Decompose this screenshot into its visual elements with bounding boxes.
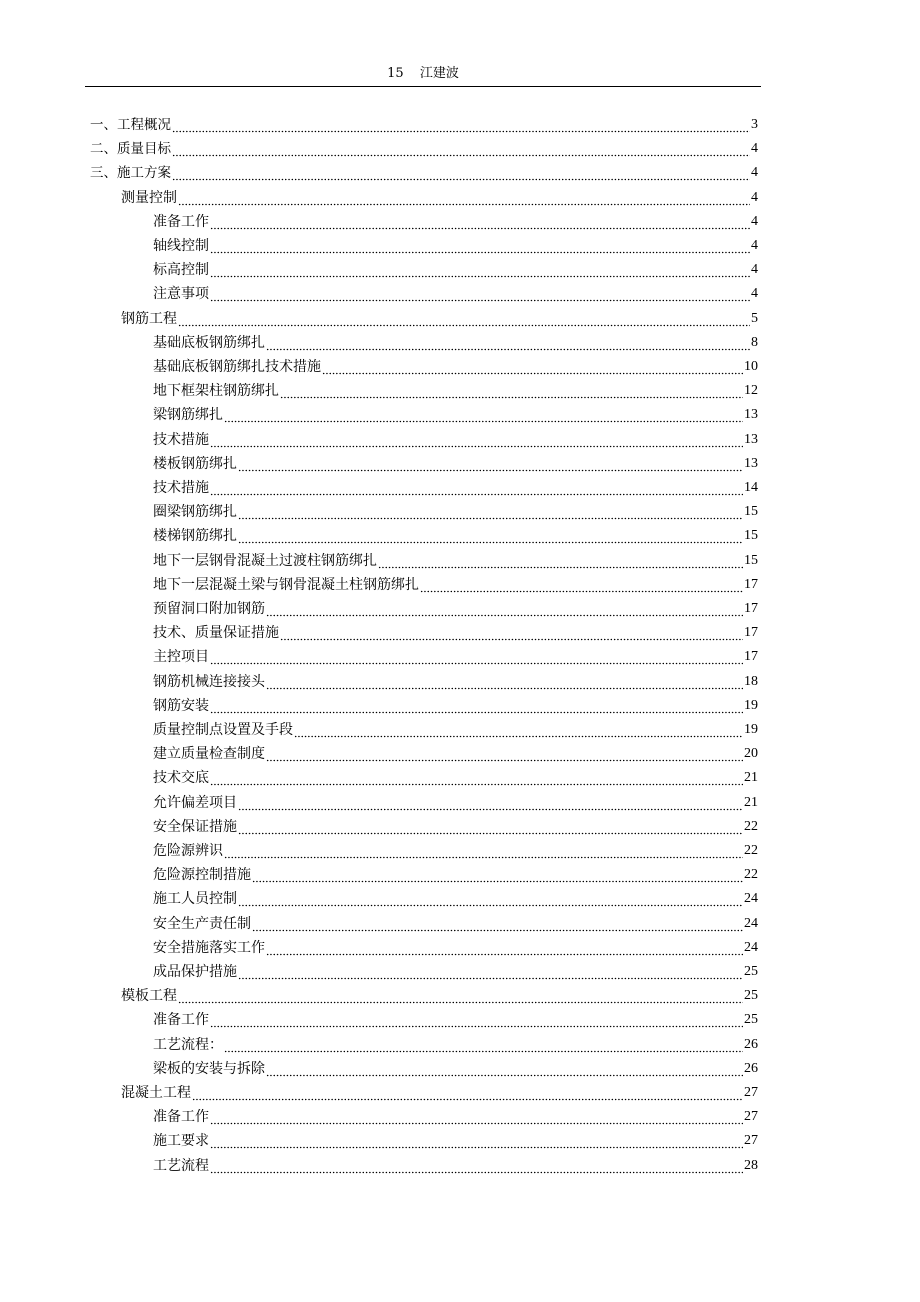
toc-entry-page-number: 24 [744,939,758,955]
toc-dot-leader [266,744,743,764]
toc-entry-title: 地下一层混凝土梁与钢骨混凝土柱钢筋绑扎 [153,576,419,593]
toc-entry-title: 危险源辨识 [153,843,223,859]
toc-entry[interactable] [153,1033,758,1055]
toc-dot-leader [238,962,743,982]
toc-dot-leader [266,1059,743,1079]
toc-dot-leader [210,430,743,450]
toc-entry[interactable] [153,912,758,934]
toc-entry-title: 楼梯钢筋绑扎 [153,528,237,545]
toc-dot-leader [172,115,750,135]
toc-entry[interactable] [153,766,758,788]
toc-entry-page-number: 15 [744,504,758,520]
toc-entry[interactable] [153,210,758,232]
toc-entry-title: 梁钢筋绑扎 [153,407,223,424]
toc-entry-page-number: 4 [751,286,758,302]
toc-dot-leader [238,817,743,837]
toc-entry-title: 基础底板钢筋绑扎 [153,334,265,351]
toc-entry-page-number: 10 [744,359,758,374]
toc-entry[interactable] [121,1081,758,1103]
toc-entry-title: 安全保证措施 [153,818,237,835]
toc-entry-page-number: 19 [744,722,758,737]
toc-entry-title: 梁板的安装与拆除 [153,1060,265,1077]
toc-entry-title: 允许偏差项目 [153,794,237,811]
toc-entry-title: 轴线控制 [153,238,209,254]
toc-entry-title: 钢筋机械连接接头 [153,673,265,690]
toc-dot-leader [224,1035,743,1055]
toc-entry[interactable] [90,113,758,135]
toc-entry-page-number: 15 [744,528,758,544]
toc-entry-page-number: 17 [744,649,758,665]
toc-dot-leader [210,212,750,232]
toc-entry[interactable] [153,258,758,280]
toc-entry-title: 工艺流程 [153,1157,209,1174]
toc-entry[interactable] [153,887,758,909]
toc-entry-title: 地下框架柱钢筋绑扎 [153,383,279,400]
toc-dot-leader [210,1107,743,1127]
toc-entry-title: 安全生产责任制 [153,915,251,932]
toc-entry-page-number: 4 [751,262,758,278]
toc-entry[interactable] [153,694,758,716]
toc-dot-leader [178,986,743,1006]
toc-entry-title: 施工人员控制 [153,891,237,908]
toc-entry[interactable] [153,282,758,304]
toc-dot-leader [238,502,743,522]
toc-entry-page-number: 8 [751,334,758,350]
page-header [85,66,761,82]
toc-dot-leader [238,793,743,813]
toc-entry-title: 施工要求 [153,1133,209,1150]
toc-entry-page-number: 22 [744,843,758,858]
toc-entry-title: 技术措施 [153,431,209,448]
toc-dot-leader [266,938,743,958]
toc-entry-page-number: 17 [744,601,758,616]
toc-entry-page-number: 4 [751,165,758,181]
header-page-number: 15 [387,66,404,81]
toc-entry-title: 建立质量检查制度 [153,746,265,763]
toc-entry-title: 预留洞口附加钢筋 [153,601,265,617]
toc-entry[interactable] [153,331,758,353]
toc-entry-title: 二、质量目标 [90,141,171,158]
toc-dot-leader [238,454,743,474]
toc-entry[interactable] [153,839,758,861]
toc-entry[interactable] [153,597,758,619]
toc-entry-title: 圈梁钢筋绑扎 [153,504,237,521]
toc-entry-page-number: 28 [744,1157,758,1173]
toc-dot-leader [252,865,743,885]
toc-entry-title: 地下一层钢骨混凝土过渡柱钢筋绑扎 [153,552,377,569]
toc-entry-page-number: 4 [751,238,758,253]
toc-entry-page-number: 24 [744,915,758,931]
toc-entry-page-number: 21 [744,770,758,786]
toc-dot-leader [280,381,743,401]
toc-entry[interactable] [153,670,758,692]
toc-entry[interactable] [153,355,758,377]
toc-entry[interactable] [153,936,758,958]
toc-entry[interactable] [153,1105,758,1127]
toc-entry-page-number: 24 [744,891,758,907]
toc-entry[interactable] [153,573,758,595]
toc-entry[interactable] [153,234,758,256]
toc-entry-page-number: 26 [744,1036,758,1052]
toc-entry[interactable] [153,645,758,667]
toc-dot-leader [210,1156,743,1176]
toc-dot-leader [238,889,743,909]
toc-dot-leader [280,623,743,643]
toc-dot-leader [266,333,750,353]
toc-entry-page-number: 22 [744,818,758,834]
toc-dot-leader [210,236,750,256]
toc-entry-title: 技术、质量保证措施 [153,625,279,642]
toc-entry-title: 危险源控制措施 [153,867,251,884]
toc-entry-page-number: 13 [744,431,758,447]
toc-dot-leader [210,284,750,304]
toc-entry-title: 工艺流程： [153,1036,223,1053]
toc-dot-leader [238,526,743,546]
toc-entry-page-number: 17 [744,576,758,592]
toc-entry[interactable] [121,984,758,1006]
toc-entry-title: 技术交底 [153,770,209,787]
toc-entry-page-number: 14 [744,480,758,495]
toc-entry[interactable] [153,621,758,643]
toc-entry[interactable] [153,718,758,740]
toc-dot-leader [210,647,743,667]
toc-dot-leader [210,478,743,498]
toc-entry-page-number: 26 [744,1060,758,1076]
toc-entry-page-number: 5 [751,310,758,326]
header-divider [85,86,761,87]
toc-dot-leader [378,551,743,571]
toc-entry-title: 准备工作 [153,213,209,230]
toc-entry-page-number: 13 [744,407,758,423]
toc-entry[interactable] [121,186,758,208]
toc-entry[interactable] [153,379,758,401]
toc-entry-title: 标高控制 [153,262,209,279]
toc-entry[interactable] [153,791,758,813]
toc-dot-leader [210,768,743,788]
toc-entry[interactable] [90,161,758,183]
toc-entry-page-number: 12 [744,383,758,399]
toc-entry[interactable] [153,428,758,450]
toc-entry[interactable] [153,742,758,764]
toc-entry-title: 注意事项 [153,286,209,303]
toc-dot-leader [420,575,743,595]
toc-entry[interactable] [153,452,758,474]
toc-dot-leader [294,720,743,740]
toc-entry[interactable] [121,307,758,329]
toc-dot-leader [178,188,750,208]
toc-entry-title: 准备工作 [153,1012,209,1029]
toc-entry[interactable] [153,1057,758,1079]
toc-entry[interactable] [153,960,758,982]
toc-dot-leader [210,1131,743,1151]
toc-entry-title: 主控项目 [153,649,209,666]
toc-dot-leader [322,357,743,377]
toc-entry-page-number: 4 [751,189,758,205]
toc-entry-page-number: 18 [744,673,758,689]
toc-dot-leader [172,139,750,159]
toc-dot-leader [266,599,743,619]
toc-entry-page-number: 21 [744,794,758,810]
toc-entry-title: 混凝土工程 [121,1085,191,1101]
toc-entry[interactable] [153,500,758,522]
toc-entry-page-number: 4 [751,213,758,229]
toc-entry-page-number: 25 [744,1012,758,1028]
toc-entry-page-number: 27 [744,1109,758,1125]
toc-dot-leader [266,672,743,692]
toc-entry[interactable] [153,815,758,837]
toc-entry-page-number: 25 [744,964,758,979]
toc-entry-title: 技术措施 [153,480,209,496]
toc-entry-title: 楼板钢筋绑扎 [153,455,237,472]
toc-dot-leader [178,309,750,329]
toc-entry-page-number: 15 [744,552,758,568]
toc-entry-page-number: 13 [744,455,758,471]
toc-entry[interactable] [90,137,758,159]
toc-entry[interactable] [153,1154,758,1176]
toc-entry-page-number: 19 [744,697,758,713]
toc-dot-leader [192,1083,743,1103]
toc-entry-page-number: 4 [751,141,758,157]
toc-dot-leader [224,841,743,861]
toc-dot-leader [224,405,743,425]
toc-entry-title: 基础底板钢筋绑扎技术措施 [153,359,321,375]
toc-dot-leader [172,163,750,183]
toc-entry[interactable] [153,403,758,425]
toc-entry-page-number: 17 [744,625,758,641]
toc-entry-page-number: 27 [744,1133,758,1149]
toc-entry[interactable] [153,476,758,498]
toc-entry-title: 钢筋安装 [153,697,209,714]
toc-entry-title: 三、施工方案 [90,165,171,182]
toc-dot-leader [210,260,750,280]
toc-entry[interactable] [153,1129,758,1151]
toc-entry-title: 成品保护措施 [153,964,237,980]
toc-entry-page-number: 27 [744,1085,758,1100]
toc-entry-title: 测量控制 [121,189,177,206]
header-author: 江建波 [419,66,459,81]
toc-dot-leader [210,696,743,716]
toc-entry-title: 准备工作 [153,1109,209,1126]
toc-entry-page-number: 3 [751,117,758,132]
toc-entry[interactable] [153,863,758,885]
toc-entry[interactable] [153,1008,758,1030]
toc-entry-page-number: 22 [744,867,758,883]
toc-entry-title: 钢筋工程 [121,310,177,327]
toc-dot-leader [210,1010,743,1030]
toc-entry-title: 安全措施落实工作 [153,939,265,956]
toc-entry-page-number: 25 [744,988,758,1004]
toc-entry-page-number: 20 [744,746,758,762]
toc-dot-leader [252,914,743,934]
toc-entry-title: 质量控制点设置及手段 [153,722,293,738]
toc-entry-title: 一、工程概况 [90,117,171,133]
toc-entry[interactable] [153,549,758,571]
toc-entry[interactable] [153,524,758,546]
toc-entry-title: 模板工程 [121,988,177,1005]
